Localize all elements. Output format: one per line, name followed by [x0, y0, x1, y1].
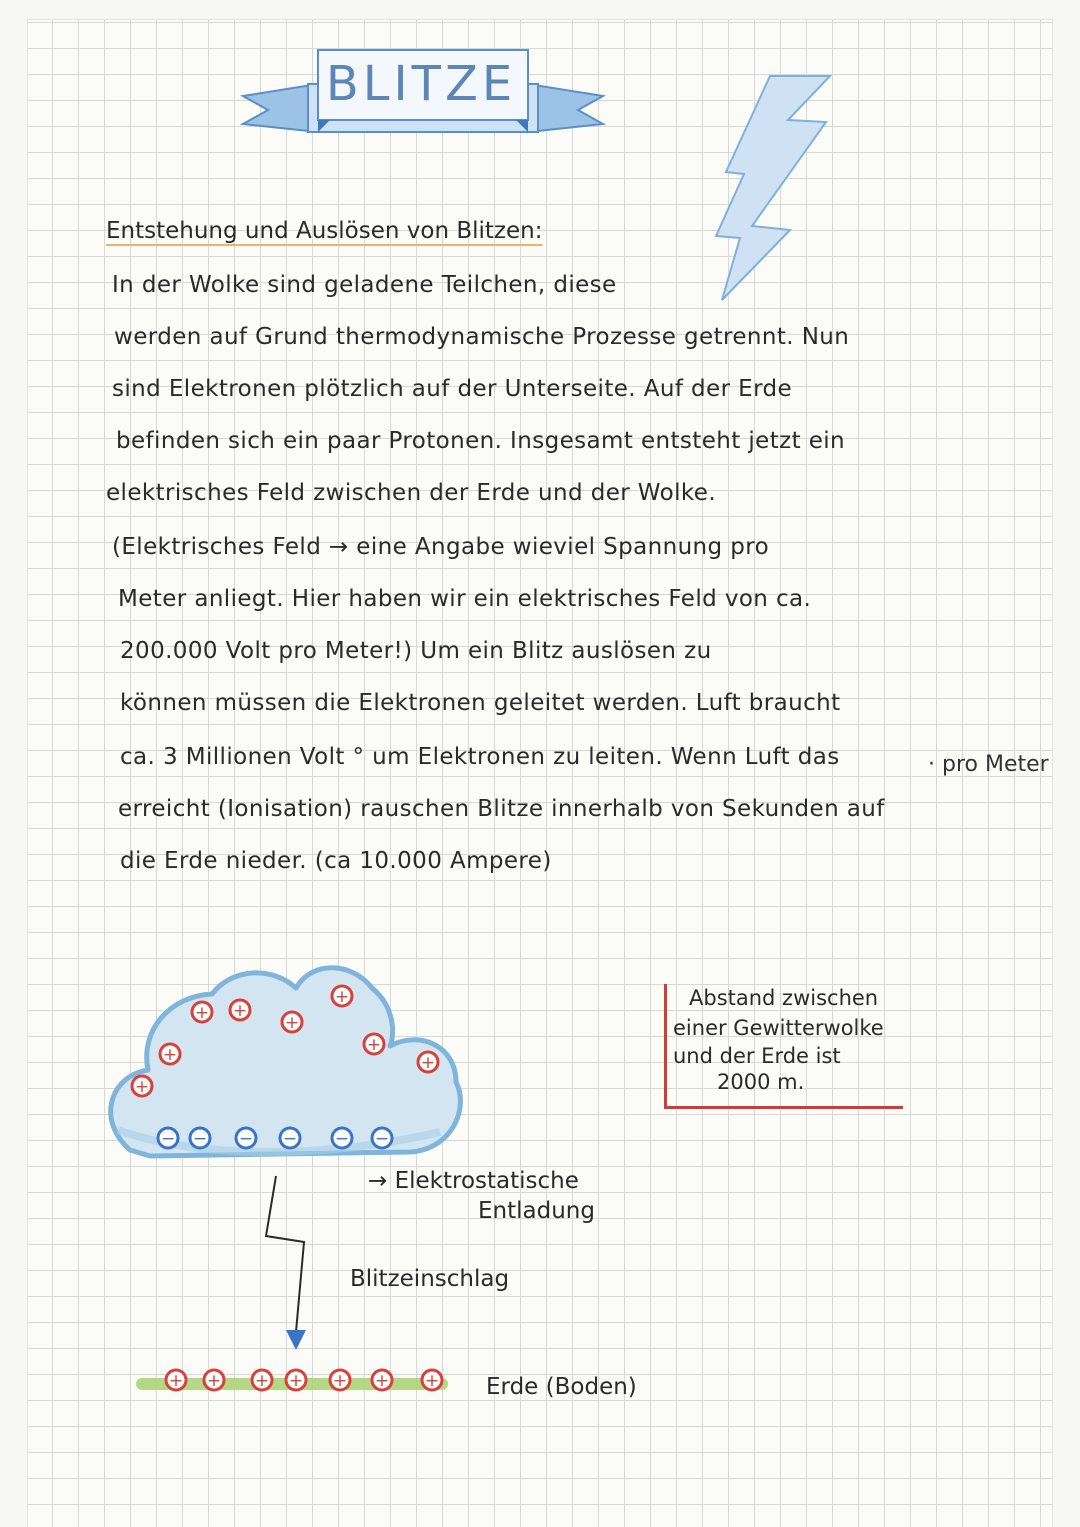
info-box-line: 2000 m.	[717, 1070, 805, 1094]
svg-text:+: +	[332, 1371, 348, 1391]
info-box-line: einer Gewitterwolke	[673, 1016, 884, 1040]
positive-charge-icon	[132, 1076, 152, 1097]
negative-charge-icon	[190, 1128, 210, 1149]
text-line: befinden sich ein paar Protonen. Insgesamt entsteht jetzt ein	[116, 428, 846, 454]
positive-charge-icon	[332, 986, 352, 1007]
positive-charge-icon	[166, 1370, 186, 1391]
arrow-head-icon	[286, 1330, 306, 1350]
text-line: In der Wolke sind geladene Teilchen, diese	[112, 272, 617, 298]
text-line: Meter anliegt. Hier haben wir ein elektrisches Feld von ca.	[118, 586, 812, 612]
text-line: werden auf Grund thermodynamische Prozesse getrennt. Nun	[114, 324, 850, 350]
svg-text:+: +	[194, 1003, 210, 1023]
positive-charge-icon	[372, 1370, 392, 1391]
text-line: sind Elektronen plötzlich auf der Unterseite. Auf der Erde	[112, 376, 793, 402]
margin-note: · pro Meter	[928, 752, 1049, 777]
page-title: BLITZE	[325, 56, 517, 112]
label-discharge-continued: Entladung	[478, 1198, 595, 1224]
negative-charge-icon	[158, 1128, 178, 1149]
info-box-line: und der Erde ist	[673, 1044, 841, 1068]
lightning-strike-line	[266, 1176, 304, 1332]
negative-charge-icon	[372, 1128, 392, 1149]
label-ground: Erde (Boden)	[486, 1374, 637, 1400]
positive-charge-icon	[286, 1370, 306, 1391]
svg-text:−: −	[160, 1129, 176, 1149]
positive-charge-icon	[204, 1370, 224, 1391]
positive-charge-icon	[160, 1044, 180, 1065]
positive-charge-icon	[252, 1370, 272, 1391]
svg-text:+: +	[334, 987, 350, 1007]
svg-text:−: −	[334, 1129, 350, 1149]
svg-text:+: +	[168, 1371, 184, 1391]
svg-text:−: −	[192, 1129, 208, 1149]
text-line: elektrisches Feld zwischen der Erde und der Wolke.	[106, 480, 717, 506]
svg-text:+: +	[254, 1371, 270, 1391]
svg-text:+: +	[162, 1045, 178, 1065]
positive-charge-icon	[282, 1012, 302, 1033]
text-line: ca. 3 Millionen Volt ° um Elektronen zu leiten. Wenn Luft das	[120, 744, 840, 770]
svg-text:+: +	[424, 1371, 440, 1391]
negative-charge-icon	[236, 1128, 256, 1149]
negative-charge-icon	[280, 1128, 300, 1149]
section-heading: Entstehung und Auslösen von Blitzen:	[106, 218, 543, 244]
positive-charge-icon	[192, 1002, 212, 1023]
label-discharge: → Elektrostatische	[368, 1168, 579, 1194]
text-line: erreicht (Ionisation) rauschen Blitze innerhalb von Sekunden auf	[118, 796, 885, 822]
svg-text:+: +	[420, 1053, 436, 1073]
info-box-line: Abstand zwischen	[689, 986, 879, 1010]
svg-text:+: +	[134, 1077, 150, 1097]
text-line: können müssen die Elektronen geleitet werden. Luft braucht	[120, 690, 841, 716]
svg-text:+: +	[284, 1013, 300, 1033]
text-line: die Erde nieder. (ca 10.000 Ampere)	[120, 848, 552, 874]
svg-text:+: +	[374, 1371, 390, 1391]
positive-charge-icon	[418, 1052, 438, 1073]
svg-text:−: −	[374, 1129, 390, 1149]
positive-charge-icon	[330, 1370, 350, 1391]
svg-text:+: +	[288, 1371, 304, 1391]
svg-text:+: +	[232, 1001, 248, 1021]
svg-text:+: +	[366, 1035, 382, 1055]
svg-text:−: −	[282, 1129, 298, 1149]
positive-charge-icon	[364, 1034, 384, 1055]
negative-charge-icon	[332, 1128, 352, 1149]
svg-text:−: −	[238, 1129, 254, 1149]
svg-text:+: +	[206, 1371, 222, 1391]
positive-charge-icon	[422, 1370, 442, 1391]
text-line: 200.000 Volt pro Meter!) Um ein Blitz auslösen zu	[120, 638, 712, 664]
positive-charge-icon	[230, 1000, 250, 1021]
label-lightning-strike: Blitzeinschlag	[350, 1266, 510, 1292]
text-line: (Elektrisches Feld → eine Angabe wieviel Spannung pro	[112, 534, 770, 560]
